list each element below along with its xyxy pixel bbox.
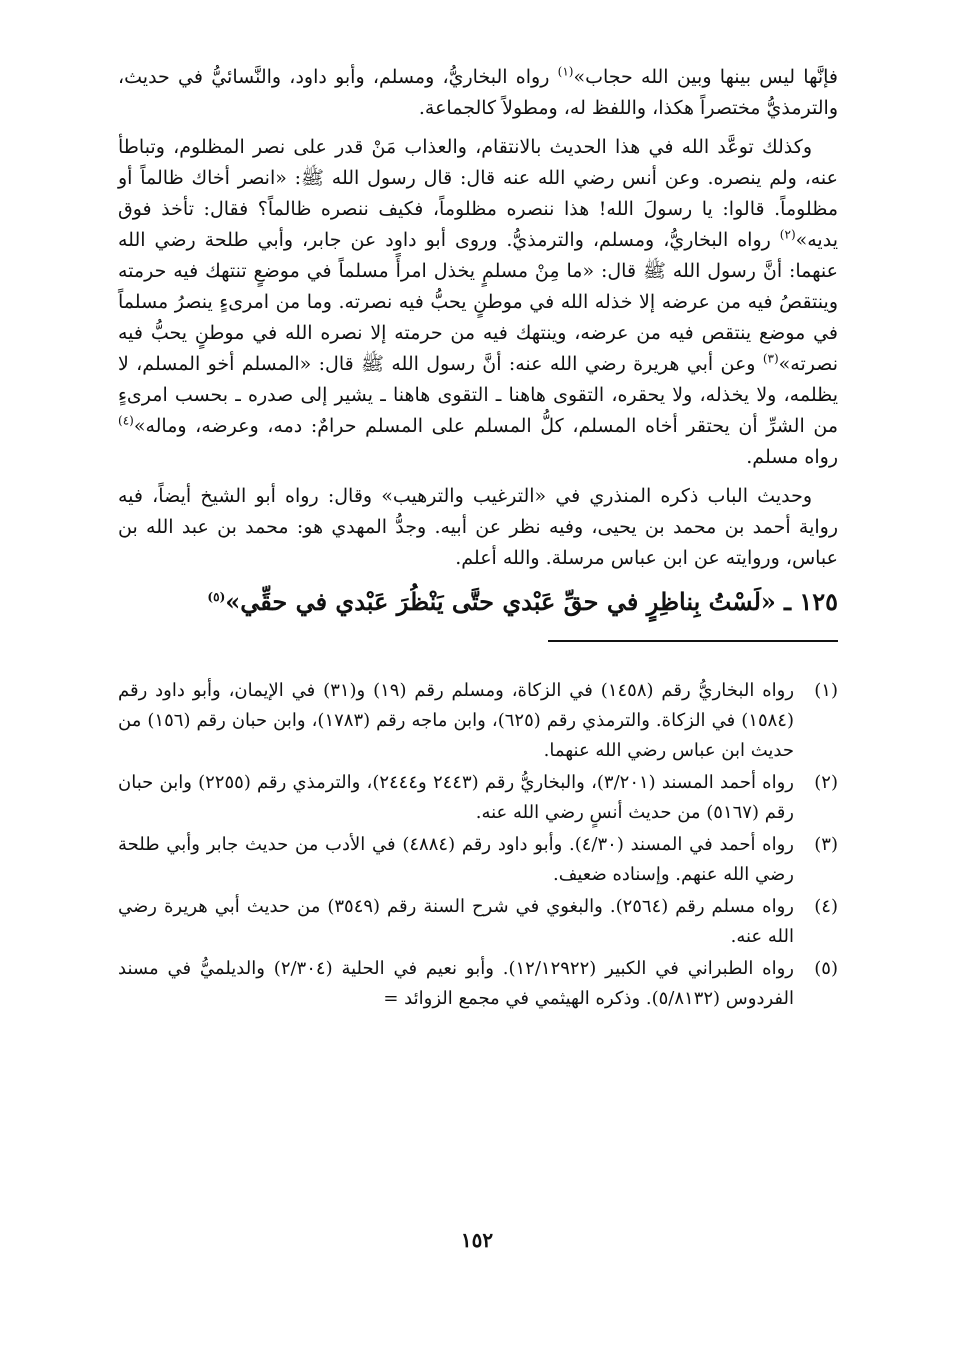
footnote-number: (٢)	[814, 772, 838, 793]
footnote-reference[interactable]: (٥)	[207, 590, 226, 604]
footnote-text: رواه أحمد المسند (٣/٢٠١)، والبخاريُّ رقم (٢٤٤٣ و٢٤٤٤)، والترمذي رقم (٢٢٥٥) وابن حبان رقم (٥١٦٧) من حديث أنسٍ رضي الله عنه.	[118, 772, 794, 823]
footnote-item	[118, 768, 838, 828]
paragraph-text: رواه البخاريُّ، ومسلم، والترمذيُّ. وروى أبو داود عن جابر، وأبي طلحة رضي الله عنهما: أنَّ رسول الله ﷺ قال: «ما مِنْ مسلمٍ يخذل امرأً مسلماً في موضعٍ تنتهك فيه حرمته وينتقصُ فيه من عرضه إلا خذله الله في موطنٍ يحبُّ فيه نصرته. وما من امرىءٍ ينصرُ مسلماً في موضع ينتقص فيه من عرضه، وينتهك فيه من حرمته إلا نصره الله في موطنٍ يحبُّ فيه نصرته»	[118, 229, 838, 375]
footnote-text: رواه البخاريُّ رقم (١٤٥٨) في الزكاة، ومسلم رقم (١٩) و(٣١) في الإيمان، وأبو داود رقم (١٥٨٤) في الزكاة. والترمذي رقم (٦٢٥)، وابن ماجه رقم (١٧٨٣)، وابن حبان رقم (١٥٦) من حديث ابن عباس رضي الله عنهما.	[118, 680, 795, 761]
footnote-item	[118, 954, 838, 1014]
footnote-item	[118, 830, 838, 890]
footnote-number: (٥)	[814, 958, 838, 979]
footnote-text: رواه مسلم رقم (٢٥٦٤). والبغوي في شرح السنة رقم (٣٥٤٩) من حديث أبي هريرة رضي الله عنه.	[118, 896, 794, 947]
footnote-text: رواه أحمد في المسند (٤/٣٠). وأبو داود رقم (٤٨٨٤) في الأدب من حديث جابر وأبي طلحة رضي الله عنهم. وإسناده ضعيف.	[118, 834, 795, 885]
paragraph-text: فإنَّها ليس بينها وبين الله حجاب»	[573, 66, 838, 88]
hadith-heading	[118, 582, 838, 622]
page-number: ١٥٢	[460, 1228, 494, 1252]
body-paragraph-1	[118, 62, 838, 124]
paragraph-text: وعن أبي هريرة رضي الله عنه: أنَّ رسول الله ﷺ قال: «المسلم أخو المسلم، لا يظلمه، ولا يخذله، ولا يحقره، التقوى هاهنا ـ التقوى هاهنا ـ يشير إلى صدره ـ بحسب امرىءٍ من الشرِّ أن يحتقر أخاه المسلم، كلُّ المسلم على المسلم حرامٌ: دمه، وعرضه، وماله»	[118, 353, 838, 437]
body-paragraph-2	[118, 132, 838, 473]
document-page	[118, 62, 838, 1016]
footnote-reference[interactable]: (٣)	[762, 351, 779, 366]
footnote-number: (١)	[814, 680, 838, 701]
paragraph-text: وحديث الباب ذكره المنذري في «الترغيب والترهيب» وقال: رواه أبو الشيخ أيضاً، فيه رواية أحمد بن محمد بن يحيى، وفيه نظر عن أبيه. وجدُّ المهدي هو: محمد بن عبد الله بن عباس، وروايته عن ابن عباس مرسلة. والله أعلم.	[118, 485, 838, 569]
paragraph-text: رواه مسلم.	[746, 446, 838, 468]
footnotes-list	[118, 676, 838, 1014]
body-paragraph-3	[118, 481, 838, 574]
footnote-reference[interactable]: (١)	[557, 64, 574, 79]
footnote-text: رواه الطبراني في الكبير (١٢/١٢٩٢٢). وأبو نعيم في الحلية (٢/٣٠٤) والديلميُّ في مسند الفردوس (٥/٨١٣٢). وذكره الهيثمي في مجمع الزوائد =	[118, 958, 794, 1009]
footnote-number: (٣)	[814, 834, 838, 855]
footnote-number: (٤)	[814, 896, 838, 917]
footnote-reference[interactable]: (٢)	[779, 227, 796, 242]
hadith-title: «لَسْتُ بِناظِرٍ في حقِّ عَبْدي حتَّى يَنْظُرَ عَبْدي في حقِّي»	[225, 587, 776, 616]
footnote-separator	[548, 640, 838, 642]
footnote-reference[interactable]: (٤)	[118, 413, 134, 428]
footnote-item	[118, 892, 838, 952]
paragraph-text: رواه البخاريُّ، ومسلم، وأبو داود، والنَّسائيُّ في حديث، والترمذيُّ مختصراً هكذا، واللفظ له، ومطولاً كالجماعة.	[118, 66, 838, 119]
footnote-item	[118, 676, 838, 766]
hadith-number: ١٢٥ ـ	[783, 587, 838, 616]
paragraph-text: وكذلك توعَّد الله في هذا الحديث بالانتقام، والعذاب مَنْ قدر على نصر المظلوم، وتباطأ عنه، ولم ينصره. وعن أنس رضي الله عنه قال: قال رسول الله ﷺ: «انصر أخاك ظالماً أو مظلوماً. قالوا: يا رسولَ الله! هذا ننصره مظلوماً، فكيف ننصره ظالماً؟ فقال: تأخذ فوق يديه»	[118, 136, 838, 251]
